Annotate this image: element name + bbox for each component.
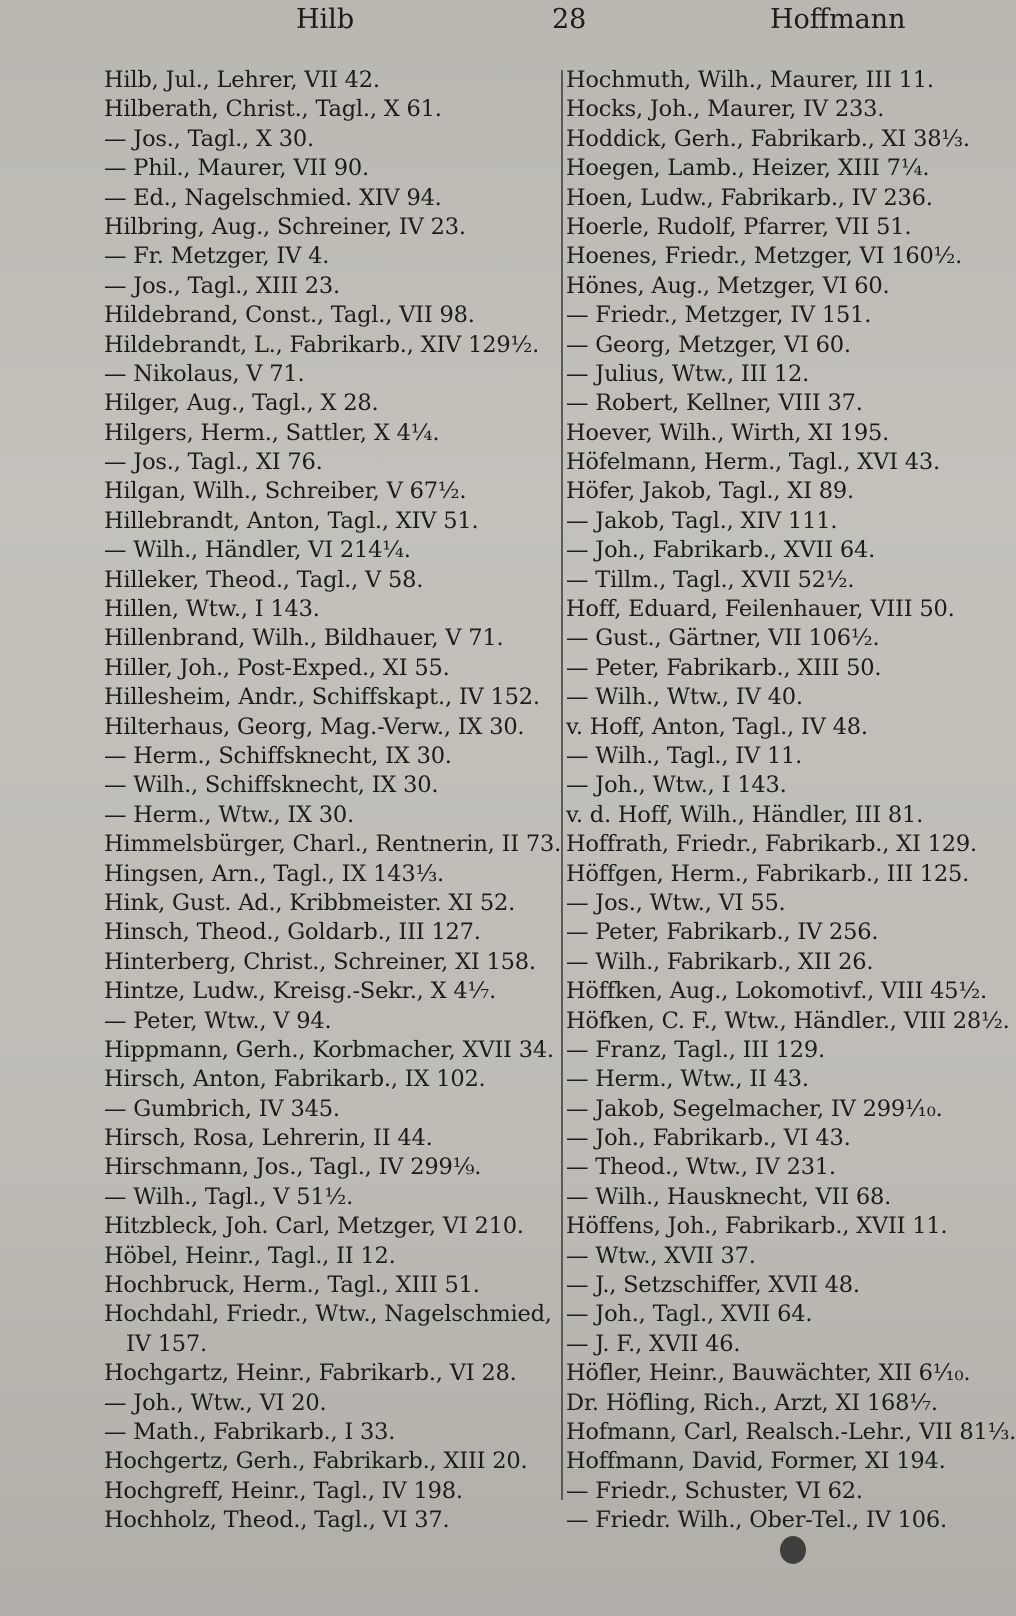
- directory-entry: Hilb, Jul., Lehrer, VII 42.: [104, 67, 380, 93]
- directory-entry: — Peter, Wtw., V 94.: [104, 1007, 332, 1034]
- directory-entry: Hilgan, Wilh., Schreiber, V 67½.: [104, 478, 467, 505]
- directory-entry: — Herm., Schiffsknecht, IX 30.: [104, 742, 452, 769]
- directory-entry: — Herm., Wtw., II 43.: [566, 1066, 809, 1093]
- directory-entry: — Robert, Kellner, VIII 37.: [566, 390, 863, 417]
- directory-entry: — Phil., Maurer, VII 90.: [104, 155, 369, 182]
- directory-entry: Hinsch, Theod., Goldarb., III 127.: [104, 919, 481, 946]
- directory-entry: Hoen, Ludw., Fabrikarb., IV 236.: [566, 184, 933, 211]
- directory-entry: — Jakob, Segelmacher, IV 299⅒.: [566, 1095, 943, 1122]
- directory-entry: — Wilh., Tagl., IV 11.: [566, 742, 803, 769]
- directory-entry: Hoegen, Lamb., Heizer, XIII 7¼.: [566, 155, 930, 182]
- directory-entry: Hippmann, Gerh., Korbmacher, XVII 34.: [104, 1036, 554, 1063]
- directory-entry: — Nikolaus, V 71.: [104, 360, 305, 387]
- directory-entry: Hilterhaus, Georg, Mag.-Verw., IX 30.: [104, 713, 525, 740]
- directory-entry: Hilger, Aug., Tagl., X 28.: [104, 390, 379, 417]
- directory-entry: Hildebrandt, L., Fabrikarb., XIV 129½.: [104, 331, 540, 358]
- directory-entry: Hirsch, Anton, Fabrikarb., IX 102.: [104, 1066, 486, 1093]
- directory-entry: — Fr. Metzger, IV 4.: [104, 243, 330, 270]
- directory-entry: — Jos., Tagl., XI 76.: [104, 449, 323, 476]
- directory-entry: Hink, Gust. Ad., Kribbmeister. XI 52.: [104, 889, 516, 916]
- directory-entry: Höfelmann, Herm., Tagl., XVI 43.: [566, 449, 940, 476]
- directory-entry: Hochbruck, Herm., Tagl., XIII 51.: [104, 1272, 480, 1299]
- directory-entry: — J., Setzschiffer, XVII 48.: [566, 1272, 860, 1299]
- directory-entry: — Joh., Fabrikarb., XVII 64.: [566, 537, 876, 564]
- page-number: 28: [552, 4, 587, 35]
- directory-entry: — Joh., Fabrikarb., VI 43.: [566, 1125, 851, 1152]
- directory-entry: Hingsen, Arn., Tagl., IX 143⅓.: [104, 860, 445, 887]
- directory-entry: Hillebrandt, Anton, Tagl., XIV 51.: [104, 507, 479, 534]
- directory-entry: — Gumbrich, IV 345.: [104, 1095, 340, 1122]
- directory-entry: Hilbring, Aug., Schreiner, IV 23.: [104, 213, 466, 240]
- directory-entry: Hilleker, Theod., Tagl., V 58.: [104, 566, 424, 593]
- directory-entry: Hoerle, Rudolf, Pfarrer, VII 51.: [566, 213, 912, 240]
- directory-entry: Hönes, Aug., Metzger, VI 60.: [566, 272, 890, 299]
- directory-entry: Hochdahl, Friedr., Wtw., Nagelschmied,: [104, 1301, 552, 1328]
- directory-entry: IV 157.: [126, 1330, 207, 1357]
- directory-entry: Hiller, Joh., Post-Exped., XI 55.: [104, 654, 450, 681]
- directory-entry: — Joh., Wtw., I 143.: [566, 772, 787, 799]
- directory-entry: Hillesheim, Andr., Schiffskapt., IV 152.: [104, 684, 540, 711]
- directory-entry: — Wilh., Hausknecht, VII 68.: [566, 1183, 892, 1210]
- directory-entry: — Tillm., Tagl., XVII 52½.: [566, 566, 855, 593]
- directory-entry: Hirsch, Rosa, Lehrerin, II 44.: [104, 1125, 433, 1152]
- directory-entry: — Gust., Gärtner, VII 106½.: [566, 625, 880, 652]
- directory-entry: — Peter, Fabrikarb., IV 256.: [566, 919, 879, 946]
- directory-entry: Höfer, Jakob, Tagl., XI 89.: [566, 478, 854, 505]
- directory-entry: — Jos., Wtw., VI 55.: [566, 889, 786, 916]
- directory-entry: — Friedr., Schuster, VI 62.: [566, 1477, 863, 1504]
- directory-entry: Hocks, Joh., Maurer, IV 233.: [566, 96, 885, 123]
- directory-entry: — Joh., Wtw., VI 20.: [104, 1389, 327, 1416]
- directory-entry: — Ed., Nagelschmied. XIV 94.: [104, 184, 442, 211]
- directory-entry: Höbel, Heinr., Tagl., II 12.: [104, 1242, 396, 1269]
- directory-entry: v. d. Hoff, Wilh., Händler, III 81.: [566, 801, 924, 828]
- directory-entry: Hitzbleck, Joh. Carl, Metzger, VI 210.: [104, 1213, 524, 1240]
- directory-entry: v. Hoff, Anton, Tagl., IV 48.: [566, 713, 868, 740]
- running-header: [0, 4, 1016, 44]
- directory-entry: — Jakob, Tagl., XIV 111.: [566, 507, 838, 534]
- directory-entry: Hoffrath, Friedr., Fabrikarb., XI 129.: [566, 831, 977, 858]
- directory-entry: — Wilh., Händler, VI 214¼.: [104, 537, 411, 564]
- directory-entry: Hoff, Eduard, Feilenhauer, VIII 50.: [566, 596, 955, 623]
- directory-entry: Höfler, Heinr., Bauwächter, XII 6⅒.: [566, 1360, 971, 1387]
- ink-smudge: [780, 1536, 806, 1564]
- column-divider: [561, 70, 563, 1500]
- directory-entry: Hoffmann, David, Former, XI 194.: [566, 1448, 946, 1475]
- directory-entry: — Wtw., XVII 37.: [566, 1242, 756, 1269]
- directory-entry: — Wilh., Wtw., IV 40.: [566, 684, 803, 711]
- directory-entry: Höffens, Joh., Fabrikarb., XVII 11.: [566, 1213, 948, 1240]
- directory-entry: Höfken, C. F., Wtw., Händler., VIII 28½.: [566, 1007, 1010, 1034]
- directory-entry: Hilgers, Herm., Sattler, X 4¼.: [104, 419, 440, 446]
- directory-entry: — Joh., Tagl., XVII 64.: [566, 1301, 813, 1328]
- directory-entry: Hintze, Ludw., Kreisg.-Sekr., X 4⅐.: [104, 978, 497, 1005]
- left-column: [104, 66, 562, 1536]
- directory-entry: Hochgartz, Heinr., Fabrikarb., VI 28.: [104, 1360, 517, 1387]
- directory-entry: — Peter, Fabrikarb., XIII 50.: [566, 654, 882, 681]
- right-column: [566, 66, 1016, 1536]
- directory-entry: Hochgreff, Heinr., Tagl., IV 198.: [104, 1477, 463, 1504]
- directory-entry: Dr. Höfling, Rich., Arzt, XI 168⅐.: [566, 1389, 938, 1416]
- directory-entry: Himmelsbürger, Charl., Rentnerin, II 73.: [104, 831, 562, 858]
- directory-entry: Hillen, Wtw., I 143.: [104, 596, 320, 623]
- directory-entry: Hirschmann, Jos., Tagl., IV 299⅑.: [104, 1154, 482, 1181]
- directory-entry: — Franz, Tagl., III 129.: [566, 1036, 825, 1063]
- directory-entry: Hildebrand, Const., Tagl., VII 98.: [104, 302, 475, 329]
- directory-entry: — Math., Fabrikarb., I 33.: [104, 1418, 396, 1445]
- directory-entry: — Theod., Wtw., IV 231.: [566, 1154, 836, 1181]
- directory-entry: Hoever, Wilh., Wirth, XI 195.: [566, 419, 890, 446]
- directory-entry: — Jos., Tagl., X 30.: [104, 125, 314, 152]
- directory-entry: Hochmuth, Wilh., Maurer, III 11.: [566, 67, 934, 93]
- directory-entry: Höffgen, Herm., Fabrikarb., III 125.: [566, 860, 970, 887]
- directory-entry: Hoenes, Friedr., Metzger, VI 160½.: [566, 243, 963, 270]
- directory-entry: Hillenbrand, Wilh., Bildhauer, V 71.: [104, 625, 504, 652]
- directory-entry: — Friedr., Metzger, IV 151.: [566, 302, 872, 329]
- directory-entry: Hilberath, Christ., Tagl., X 61.: [104, 96, 442, 123]
- directory-entry: Hinterberg, Christ., Schreiner, XI 158.: [104, 948, 536, 975]
- directory-entry: — J. F., XVII 46.: [566, 1330, 741, 1357]
- directory-entry: — Wilh., Fabrikarb., XII 26.: [566, 948, 874, 975]
- directory-entry: Hochgertz, Gerh., Fabrikarb., XIII 20.: [104, 1448, 528, 1475]
- directory-entry: — Friedr. Wilh., Ober-Tel., IV 106.: [566, 1507, 947, 1534]
- directory-entry: — Jos., Tagl., XIII 23.: [104, 272, 340, 299]
- directory-entry: — Wilh., Tagl., V 51½.: [104, 1183, 354, 1210]
- directory-entry: — Georg, Metzger, VI 60.: [566, 331, 851, 358]
- directory-entry: Höffken, Aug., Lokomotivf., VIII 45½.: [566, 978, 987, 1005]
- directory-entry: — Julius, Wtw., III 12.: [566, 360, 810, 387]
- directory-entry: — Wilh., Schiffsknecht, IX 30.: [104, 772, 439, 799]
- header-first-name: Hilb: [296, 4, 355, 35]
- directory-entry: Hochholz, Theod., Tagl., VI 37.: [104, 1507, 450, 1534]
- directory-entry: Hofmann, Carl, Realsch.-Lehr., VII 81⅓.: [566, 1418, 1016, 1445]
- directory-entry: Hoddick, Gerh., Fabrikarb., XI 38⅓.: [566, 125, 970, 152]
- directory-entry: — Herm., Wtw., IX 30.: [104, 801, 354, 828]
- header-last-name: Hoffmann: [770, 4, 906, 35]
